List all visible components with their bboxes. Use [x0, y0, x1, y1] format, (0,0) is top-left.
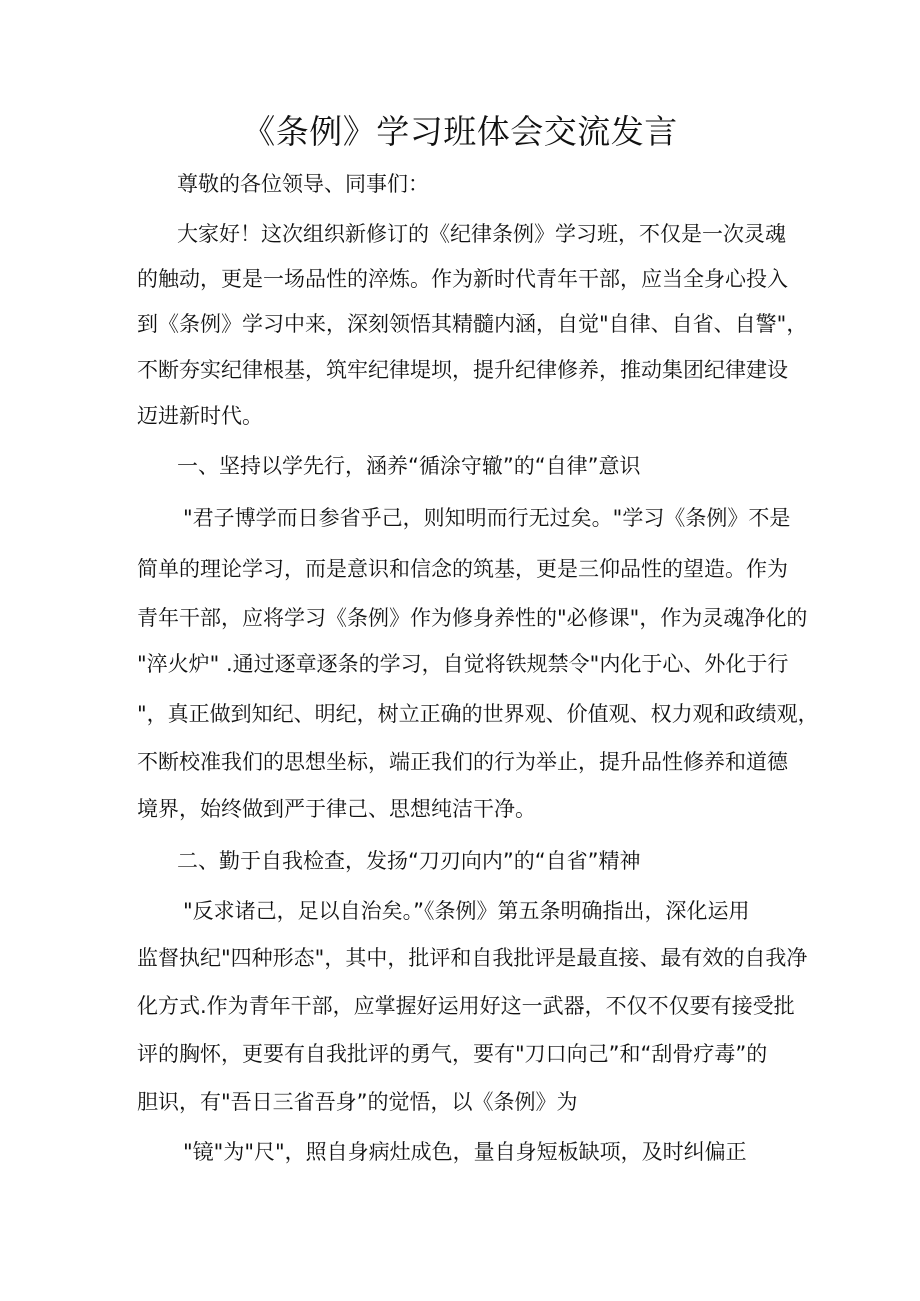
- paragraph-line: 境界，始终做到严于律己、思想纯洁干净。: [137, 797, 536, 821]
- paragraph-line: 简单的理论学习，而是意识和信念的筑基，更是三仰品性的望造。作为: [137, 557, 788, 581]
- paragraph-line: "君子博学而日参省乎己，则知明而行无过矣。"学习《条例》不是: [183, 506, 791, 530]
- paragraph-line: 化方式.作为青年干部，应掌握好运用好这一武器，不仅不仅要有接受批: [137, 994, 795, 1018]
- paragraph-line: 评的胸怀，更要有自我批评的勇气，要有"刀口向己”和“刮骨疗毒”的: [137, 1042, 768, 1066]
- page-title: 《条例》学习班体会交流发言: [242, 112, 678, 151]
- greeting: 尊敬的各位领导、同事们：: [177, 172, 429, 196]
- paragraph-line: 青年干部，应将学习《条例》作为修身养性的"必修课"，作为灵魂净化的: [137, 606, 808, 630]
- section-heading: 二、勤于自我检查，发扬“刀刃向内”的“自省”精神: [177, 849, 641, 873]
- paragraph-line: 胆识，有"吾日三省吾身”的觉悟，以《条例》为: [137, 1090, 578, 1114]
- paragraph-line: "淬火炉" .通过逐章逐条的学习，自觉将铁规禁令"内化于心、外化于行: [137, 652, 789, 676]
- paragraph-line: "反求诸己，足以自治矣。”《条例》第五条明确指出，深化运用: [183, 899, 750, 923]
- paragraph-line: 不断夯实纪律根基，筑牢纪律堤坝，提升纪律修养，推动集团纪律建设: [137, 358, 788, 382]
- paragraph-line: 不断校准我们的思想坐标，端正我们的行为举止，提升品性修养和道德: [137, 750, 788, 774]
- paragraph-line: 监督执纪"四种形态"，其中，批评和自我批评是最直接、最有效的自我净: [137, 946, 808, 970]
- paragraph-line: "，真正做到知纪、明纪，树立正确的世界观、价值观、权力观和政绩观，: [137, 702, 819, 726]
- paragraph-line: 的触动，更是一场品性的淬炼。作为新时代青年干部，应当全身心投入: [137, 267, 788, 291]
- paragraph-line: 大家好！这次组织新修订的《纪律条例》学习班，不仅是一次灵魂: [177, 222, 786, 246]
- section-heading: 一、坚持以学先行，涵养“循涂守辙”的“自律”意识: [177, 454, 641, 478]
- paragraph-line: 到《条例》学习中来，深刻领悟其精髓内涵，自觉"自律、自省、自警"，: [137, 312, 808, 336]
- paragraph-line: "镜"为"尺"，照自身病灶成色，量自身短板缺项，及时纠偏正: [183, 1140, 747, 1164]
- paragraph-line: 迈进新时代。: [137, 404, 263, 428]
